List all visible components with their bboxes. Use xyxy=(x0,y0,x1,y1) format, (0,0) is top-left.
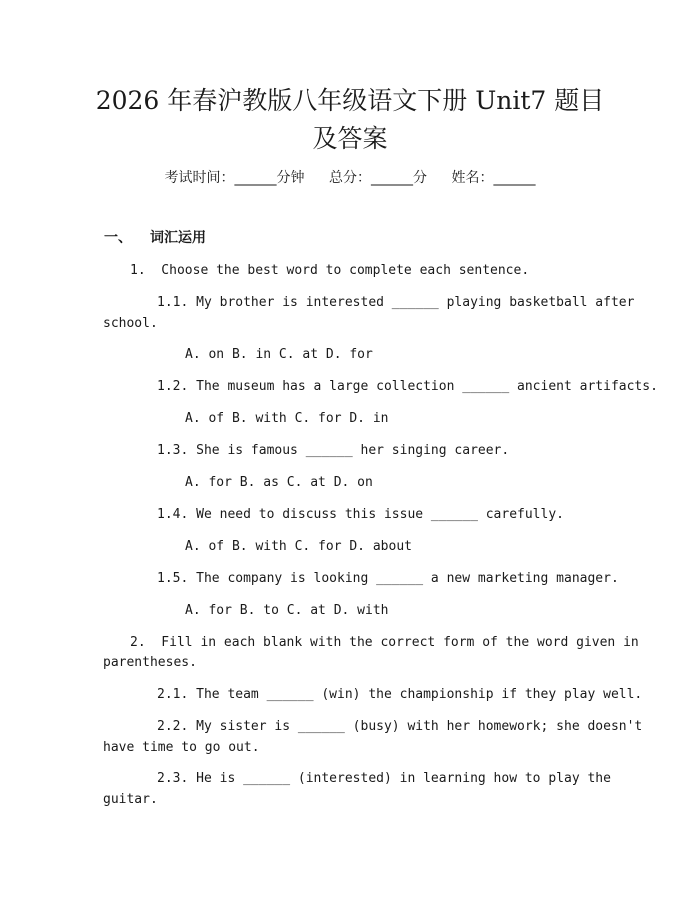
question-2-heading: 2. Fill in each blank with the correct form of the word given in xyxy=(130,635,639,650)
student-name: 姓名：______ xyxy=(451,170,536,186)
exam-total-score: 总分：______分 xyxy=(329,170,427,186)
question-2-3: 2.3. He is ______ (interested) in learning how to play the xyxy=(157,771,611,786)
question-2-2-cont: have time to go out. xyxy=(103,740,260,755)
section-heading xyxy=(104,228,206,248)
document-title: 2026 年春沪教版八年级语文下册 Unit7 题目及答案 xyxy=(95,86,605,153)
question-2-3-cont: guitar. xyxy=(103,792,158,807)
question-1-4: 1.4. We need to discuss this issue ______ carefully. xyxy=(157,507,564,522)
question-2-heading-cont: parentheses. xyxy=(103,655,197,670)
question-1-2: 1.2. The museum has a large collection ______ ancient artifacts. xyxy=(157,379,658,394)
section-title: 词汇运用 xyxy=(150,230,206,246)
exam-meta xyxy=(0,168,700,188)
question-1-5-options: A. for B. to C. at D. with xyxy=(185,603,389,618)
question-1-3: 1.3. She is famous ______ her singing career. xyxy=(157,443,510,458)
exam-time: 考试时间：______分钟 xyxy=(164,170,305,186)
question-2-2: 2.2. My sister is ______ (busy) with her homework; she doesn't xyxy=(157,719,643,734)
question-1-1-cont: school. xyxy=(103,316,158,331)
question-1-1-options: A. on B. in C. at D. for xyxy=(185,347,373,362)
question-1-5: 1.5. The company is looking ______ a new marketing manager. xyxy=(157,571,619,586)
question-1-heading: 1. Choose the best word to complete each sentence. xyxy=(130,263,530,278)
question-1-1: 1.1. My brother is interested ______ playing basketball after xyxy=(157,295,635,310)
question-2-1: 2.1. The team ______ (win) the championship if they play well. xyxy=(157,687,643,702)
question-1-4-options: A. of B. with C. for D. about xyxy=(185,539,412,554)
question-1-2-options: A. of B. with C. for D. in xyxy=(185,411,389,426)
question-1-3-options: A. for B. as C. at D. on xyxy=(185,475,373,490)
section-number: 一、 xyxy=(104,230,132,246)
